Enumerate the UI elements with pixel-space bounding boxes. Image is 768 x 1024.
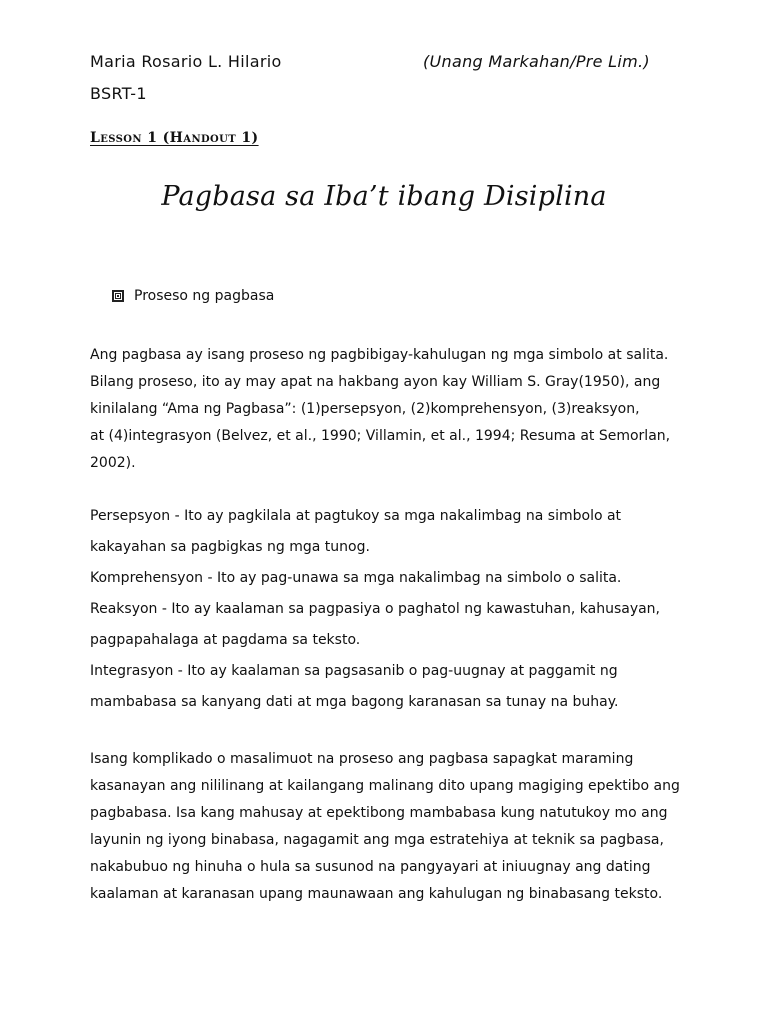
section-label: BSRT-1: [90, 84, 147, 103]
paragraph-line: layunin ng iyong binabasa, nagagamit ang mga estratehiya at teknik sa pagbasa,: [90, 832, 664, 848]
square-bullet-icon: [112, 290, 124, 302]
bullet-label: Proseso ng pagbasa: [134, 288, 275, 304]
paragraph-line: Ang pagbasa ay isang proseso ng pagbibigay-kahulugan ng mga simbolo at salita.: [90, 347, 669, 363]
definition-line: Integrasyon - Ito ay kaalaman sa pagsasanib o pag-uugnay at paggamit ng: [90, 663, 618, 679]
paragraph-line: kasanayan ang nililinang at kailangang malinang dito upang magiging epektibo ang: [90, 778, 680, 794]
definition-line: Komprehensyon - Ito ay pag-unawa sa mga nakalimbag na simbolo o salita.: [90, 570, 622, 586]
closing-paragraph: [90, 746, 690, 908]
paragraph-line: kinilalang “Ama ng Pagbasa”: (1)persepsyon, (2)komprehensyon, (3)reaksyon,: [90, 401, 640, 417]
paragraph-line: Isang komplikado o masalimuot na proseso ang pagbasa sapagkat maraming: [90, 751, 634, 767]
definitions-block: [90, 501, 690, 718]
lesson-heading: Lesson 1 (Handout 1): [90, 130, 259, 146]
paragraph-line: nakabubuo ng hinuha o hula sa susunod na pangyayari at iniuugnay ang dating: [90, 859, 651, 875]
bullet-item: [112, 288, 274, 304]
paragraph-line: pagbabasa. Isa kang mahusay at epektibong mambabasa kung natutukoy mo ang: [90, 805, 668, 821]
paragraph-line: 2002).: [90, 455, 136, 471]
definition-line: mambabasa sa kanyang dati at mga bagong karanasan sa tunay na buhay.: [90, 694, 619, 710]
intro-paragraph: [90, 342, 690, 477]
paragraph-line: Bilang proseso, ito ay may apat na hakbang ayon kay William S. Gray(1950), ang: [90, 374, 661, 390]
definition-line: kakayahan sa pagbigkas ng mga tunog.: [90, 539, 370, 555]
term-label: (Unang Markahan/Pre Lim.): [423, 52, 650, 71]
paragraph-line: kaalaman at karanasan upang maunawaan ang kahulugan ng binabasang teksto.: [90, 886, 663, 902]
author-name: Maria Rosario L. Hilario: [90, 52, 282, 71]
page-title: Pagbasa sa Iba’t ibang Disiplina: [161, 181, 607, 212]
paragraph-line: at (4)integrasyon (Belvez, et al., 1990; Villamin, et al., 1994; Resuma at Semorlan,: [90, 428, 671, 444]
definition-line: Persepsyon - Ito ay pagkilala at pagtukoy sa mga nakalimbag na simbolo at: [90, 508, 622, 524]
definition-line: pagpapahalaga at pagdama sa teksto.: [90, 632, 361, 648]
definition-line: Reaksyon - Ito ay kaalaman sa pagpasiya o paghatol ng kawastuhan, kahusayan,: [90, 601, 661, 617]
